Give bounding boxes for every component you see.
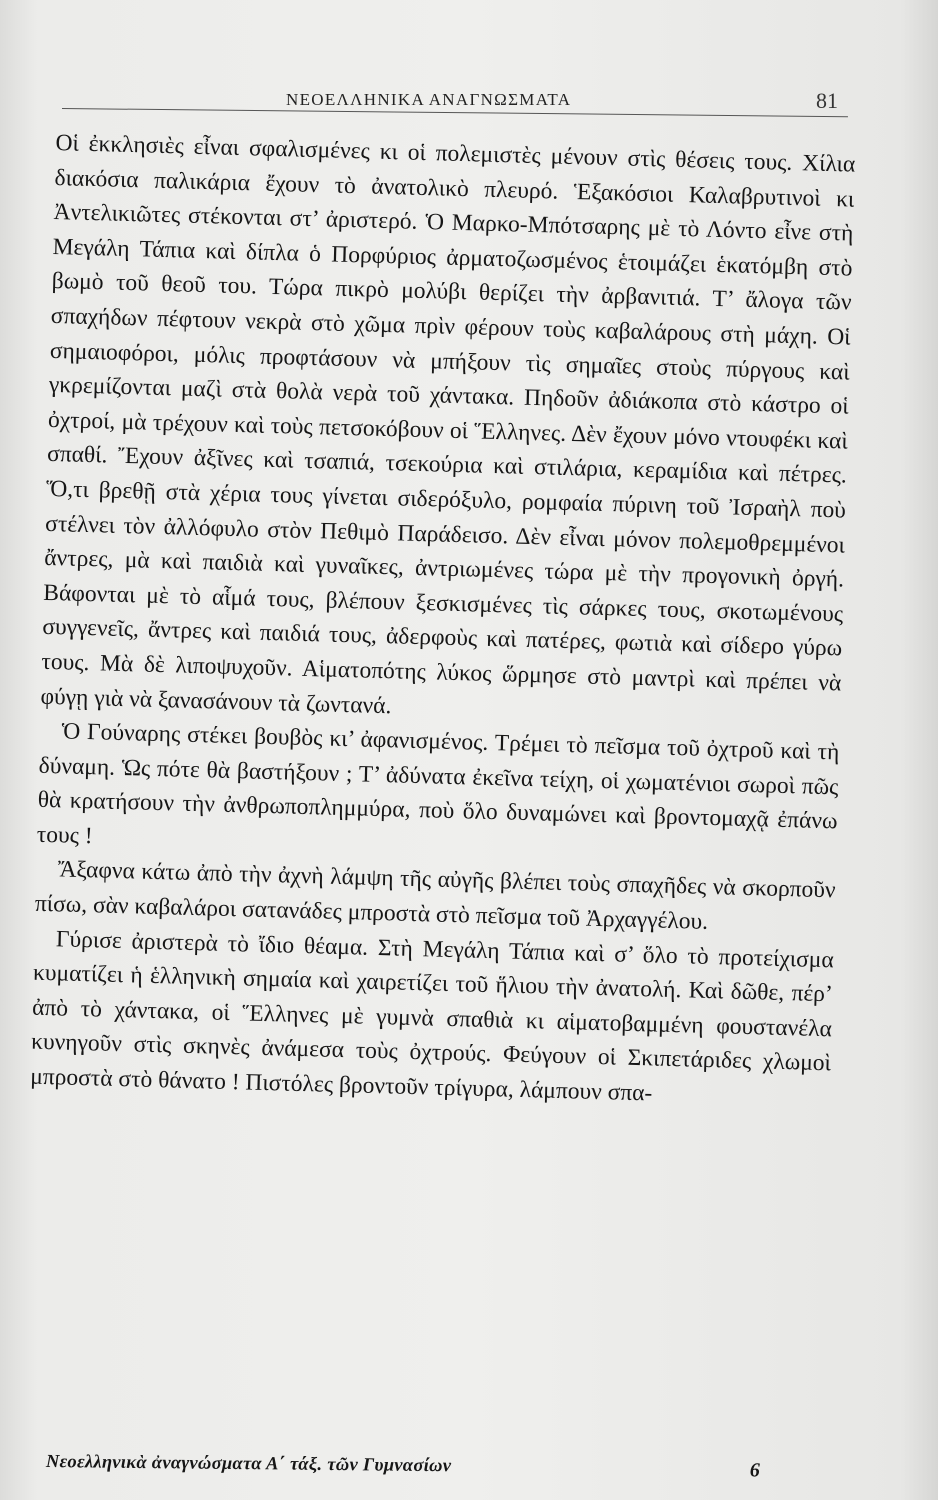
paragraph: Ὁ Γούναρης στέκει βουβὸς κι’ ἀφανισμένος. Τρέμει τὸ πεῖσμα τοῦ ὀχτροῦ καὶ τὴ δύναμη. Ὡς πότε θὰ βαστήξουν ; Τ’ ἀδύνατα ἐκεῖνα τείχη, οἱ χωματένιοι σωροὶ πῶς θὰ κρατήσουν τὴν ἀνθρωποπλημμύρα, ποὺ ὅλο δυναμώνει καὶ βροντομαχᾷ ἐπάνω τους !: [36, 718, 840, 850]
body-text: [30, 126, 856, 1116]
paragraph: Οἱ ἐκκλησιὲς εἶναι σφαλισμένες κι οἱ πολεμιστὲς μένουν στὶς θέσεις τους. Χίλια διακόσια παλικάρια ἔχουν τὸ ἀνατολικὸ πλευρό. Ἑξακόσιοι Καλαβρυτινοὶ κι Ἀντελικιῶτες στέκονται στ’ ἀριστερό. Ὁ Μαρκο-Μπότσαρης μὲ τὸ Λόντο εἶνε στὴ Μεγάλη Τάπια καὶ δίπλα ὁ Πορφύριος ἀρματοζωσμένος ἑτοιμάζει ἑκατόμβη στὸ βωμὸ τοῦ θεοῦ του. Τώρα πικρὸ μολύβι θερίζει τὴν ἀρβανιτιά. Τ’ ἄλογα τῶν σπαχήδων πέφτουν νεκρὰ στὸ χῶμα πρὶν φέρουν τοὺς καβαλάρους στὴ μάχη. Οἱ σημαιοφόροι, μόλις προφτάσουν νὰ μπήξουν τὶς σημαῖες στοὺς πύργους καὶ γκρεμίζονται μαζὶ στὰ θολὰ νερὰ τοῦ χάντακα. Πηδοῦν ἀδιάκοπα στὸ κάστρο οἱ ὀχτροί, μὰ τρέχουν καὶ τοὺς πετσοκόβουν οἱ Ἕλληνες. Δὲν ἔχουν μόνο ντουφέκι καὶ σπαθί. Ἔχουν ἀξῖνες καὶ τσαπιά, τσεκούρια καὶ στιλάρια, κεραμίδια καὶ πέτρες. Ὅ,τι βρεθῇ στὰ χέρια τους γίνεται σιδερόξυλο, ρομφαία πύρινη τοῦ Ἰσραὴλ ποὺ στέλνει τὸν ἀλλόφυλο στὸν Πεθιμὸ Παράδεισο. Δὲν εἶναι μόνον πολεμοθρεμμένοι ἄντρες, μὰ καὶ παιδιὰ καὶ γυναῖκες, ἀντριωμένες τώρα μὲ τὴν προγονικὴ ὀργή. Βάφονται μὲ τὸ αἷμά τους, βλέπουν ξεσκισμένες τὶς σάρκες τους, σκοτωμένους συγγενεῖς, ἄντρες καὶ παιδιά τους, ἀδερφοὺς καὶ πατέρες, φωτιὰ καὶ σίδερο γύρω τους. Μὰ δὲ λιποψυχοῦν. Αἱματοπότης λύκος ὥρμησε στὸ μαντρὶ καὶ πρέπει νὰ φύγῃ γιὰ νὰ ξανασάνουν τὰ ζωντανά.: [40, 129, 856, 719]
paragraph: Γύρισε ἀριστερὰ τὸ ἴδιο θέαμα. Στὴ Μεγάλη Τάπια καὶ σ’ ὅλο τὸ προτείχισμα κυματίζει ἡ ἑλληνικὴ σημαία καὶ χαιρετίζει τοῦ ἥλιου τὴν ἀνατολή. Καὶ δῶθε, πέρ’ ἀπὸ τὸ χάντακα, οἱ Ἕλληνες μὲ γυμνὰ σπαθιὰ κι αἱματοβαμμένη φουστανέλα κυνηγοῦν στὶς σκηνὲς ἀνάμεσα τοὺς ὀχτρούς. Φεύγουν οἱ Σκιπετάριδες χλωμοὶ μπροστὰ στὸ θάνατο ! Πιστόλες βροντοῦν τρίγυρα, λάμπουν σπα-: [29, 925, 835, 1107]
footer: [46, 1452, 846, 1490]
signature-mark: 6: [749, 1459, 760, 1482]
footer-title: Νεοελληνικὰ ἀναγνώσματα Α΄ τάξ. τῶν Γυμνασίων: [45, 1452, 452, 1477]
page-number: 81: [816, 88, 838, 113]
paragraph: Ἄξαφνα κάτω ἀπὸ τὴν ἀχνὴ λάμψη τῆς αὐγῆς βλέπει τοὺς σπαχῆδες νὰ σκορποῦν πίσω, σὰν καβαλάροι σατανάδες μπροστὰ στὸ πεῖσμα τοῦ Ἀρχαγγέλου.: [34, 856, 836, 935]
running-title: ΝΕΟΕΛΛΗΝΙΚΑ ΑΝΑΓΝΩΣΜΑΤΑ: [286, 90, 572, 109]
